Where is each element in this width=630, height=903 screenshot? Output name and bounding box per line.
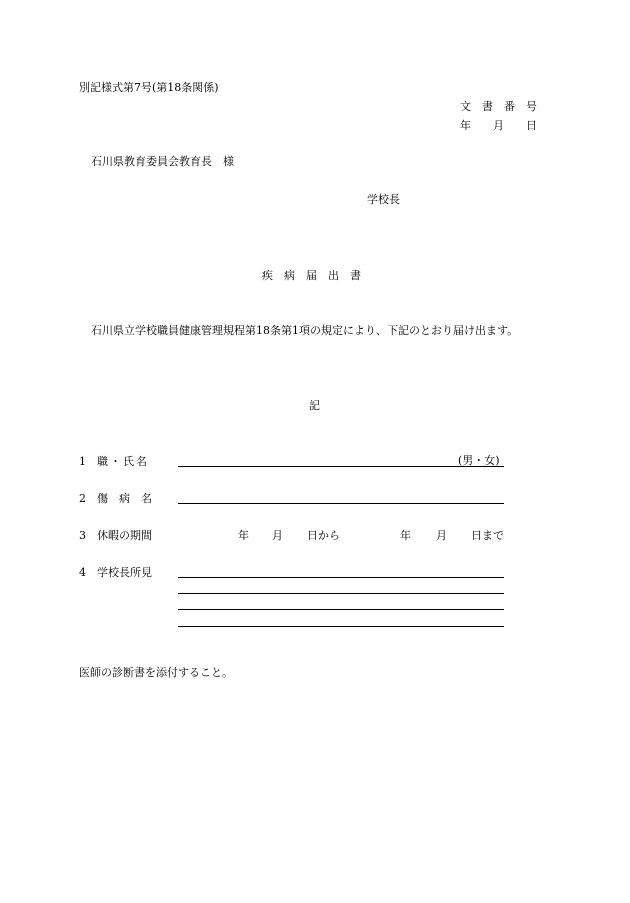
- item-2-label: 傷 病 名: [97, 492, 152, 505]
- sender-label: 学校長: [367, 193, 400, 206]
- period-start-month: 月: [272, 529, 283, 542]
- period-start-year: 年: [238, 529, 249, 542]
- illness-underline: [178, 503, 504, 504]
- addressee: 石川県教育委員会教育長 様: [91, 155, 234, 168]
- item-4-number: 4: [79, 566, 86, 579]
- gender-label: (男・女): [458, 454, 500, 467]
- opinion-line-4: [178, 626, 504, 627]
- item-2-number: 2: [79, 492, 86, 505]
- item-4-label: 学校長所見: [97, 566, 152, 579]
- item-1-number: 1: [79, 455, 86, 468]
- opinion-line-3: [178, 609, 504, 610]
- ki-heading: 記: [309, 399, 320, 412]
- footer-note: 医師の診断書を添付すること。: [79, 666, 233, 679]
- document-title: 疾 病 届 出 書: [262, 269, 361, 282]
- body-text: 石川県立学校職員健康管理規程第18条第1項の規定により、下記のとおり届け出ます。: [91, 324, 519, 337]
- period-end-day: 日まで: [471, 529, 504, 542]
- item-1-label: 職・氏名: [97, 455, 149, 468]
- document-number-label: 文 書 番 号: [460, 100, 537, 113]
- period-start-day: 日から: [307, 529, 340, 542]
- opinion-line-1: [178, 577, 504, 578]
- period-end-month: 月: [436, 529, 447, 542]
- opinion-line-2: [178, 593, 504, 594]
- item-3-number: 3: [79, 529, 86, 542]
- name-underline: [178, 466, 504, 467]
- date-label: 年 月 日: [460, 119, 537, 132]
- form-reference: 別記様式第7号(第18条関係): [79, 81, 219, 94]
- item-3-label: 休暇の期間: [97, 529, 152, 542]
- period-end-year: 年: [400, 529, 411, 542]
